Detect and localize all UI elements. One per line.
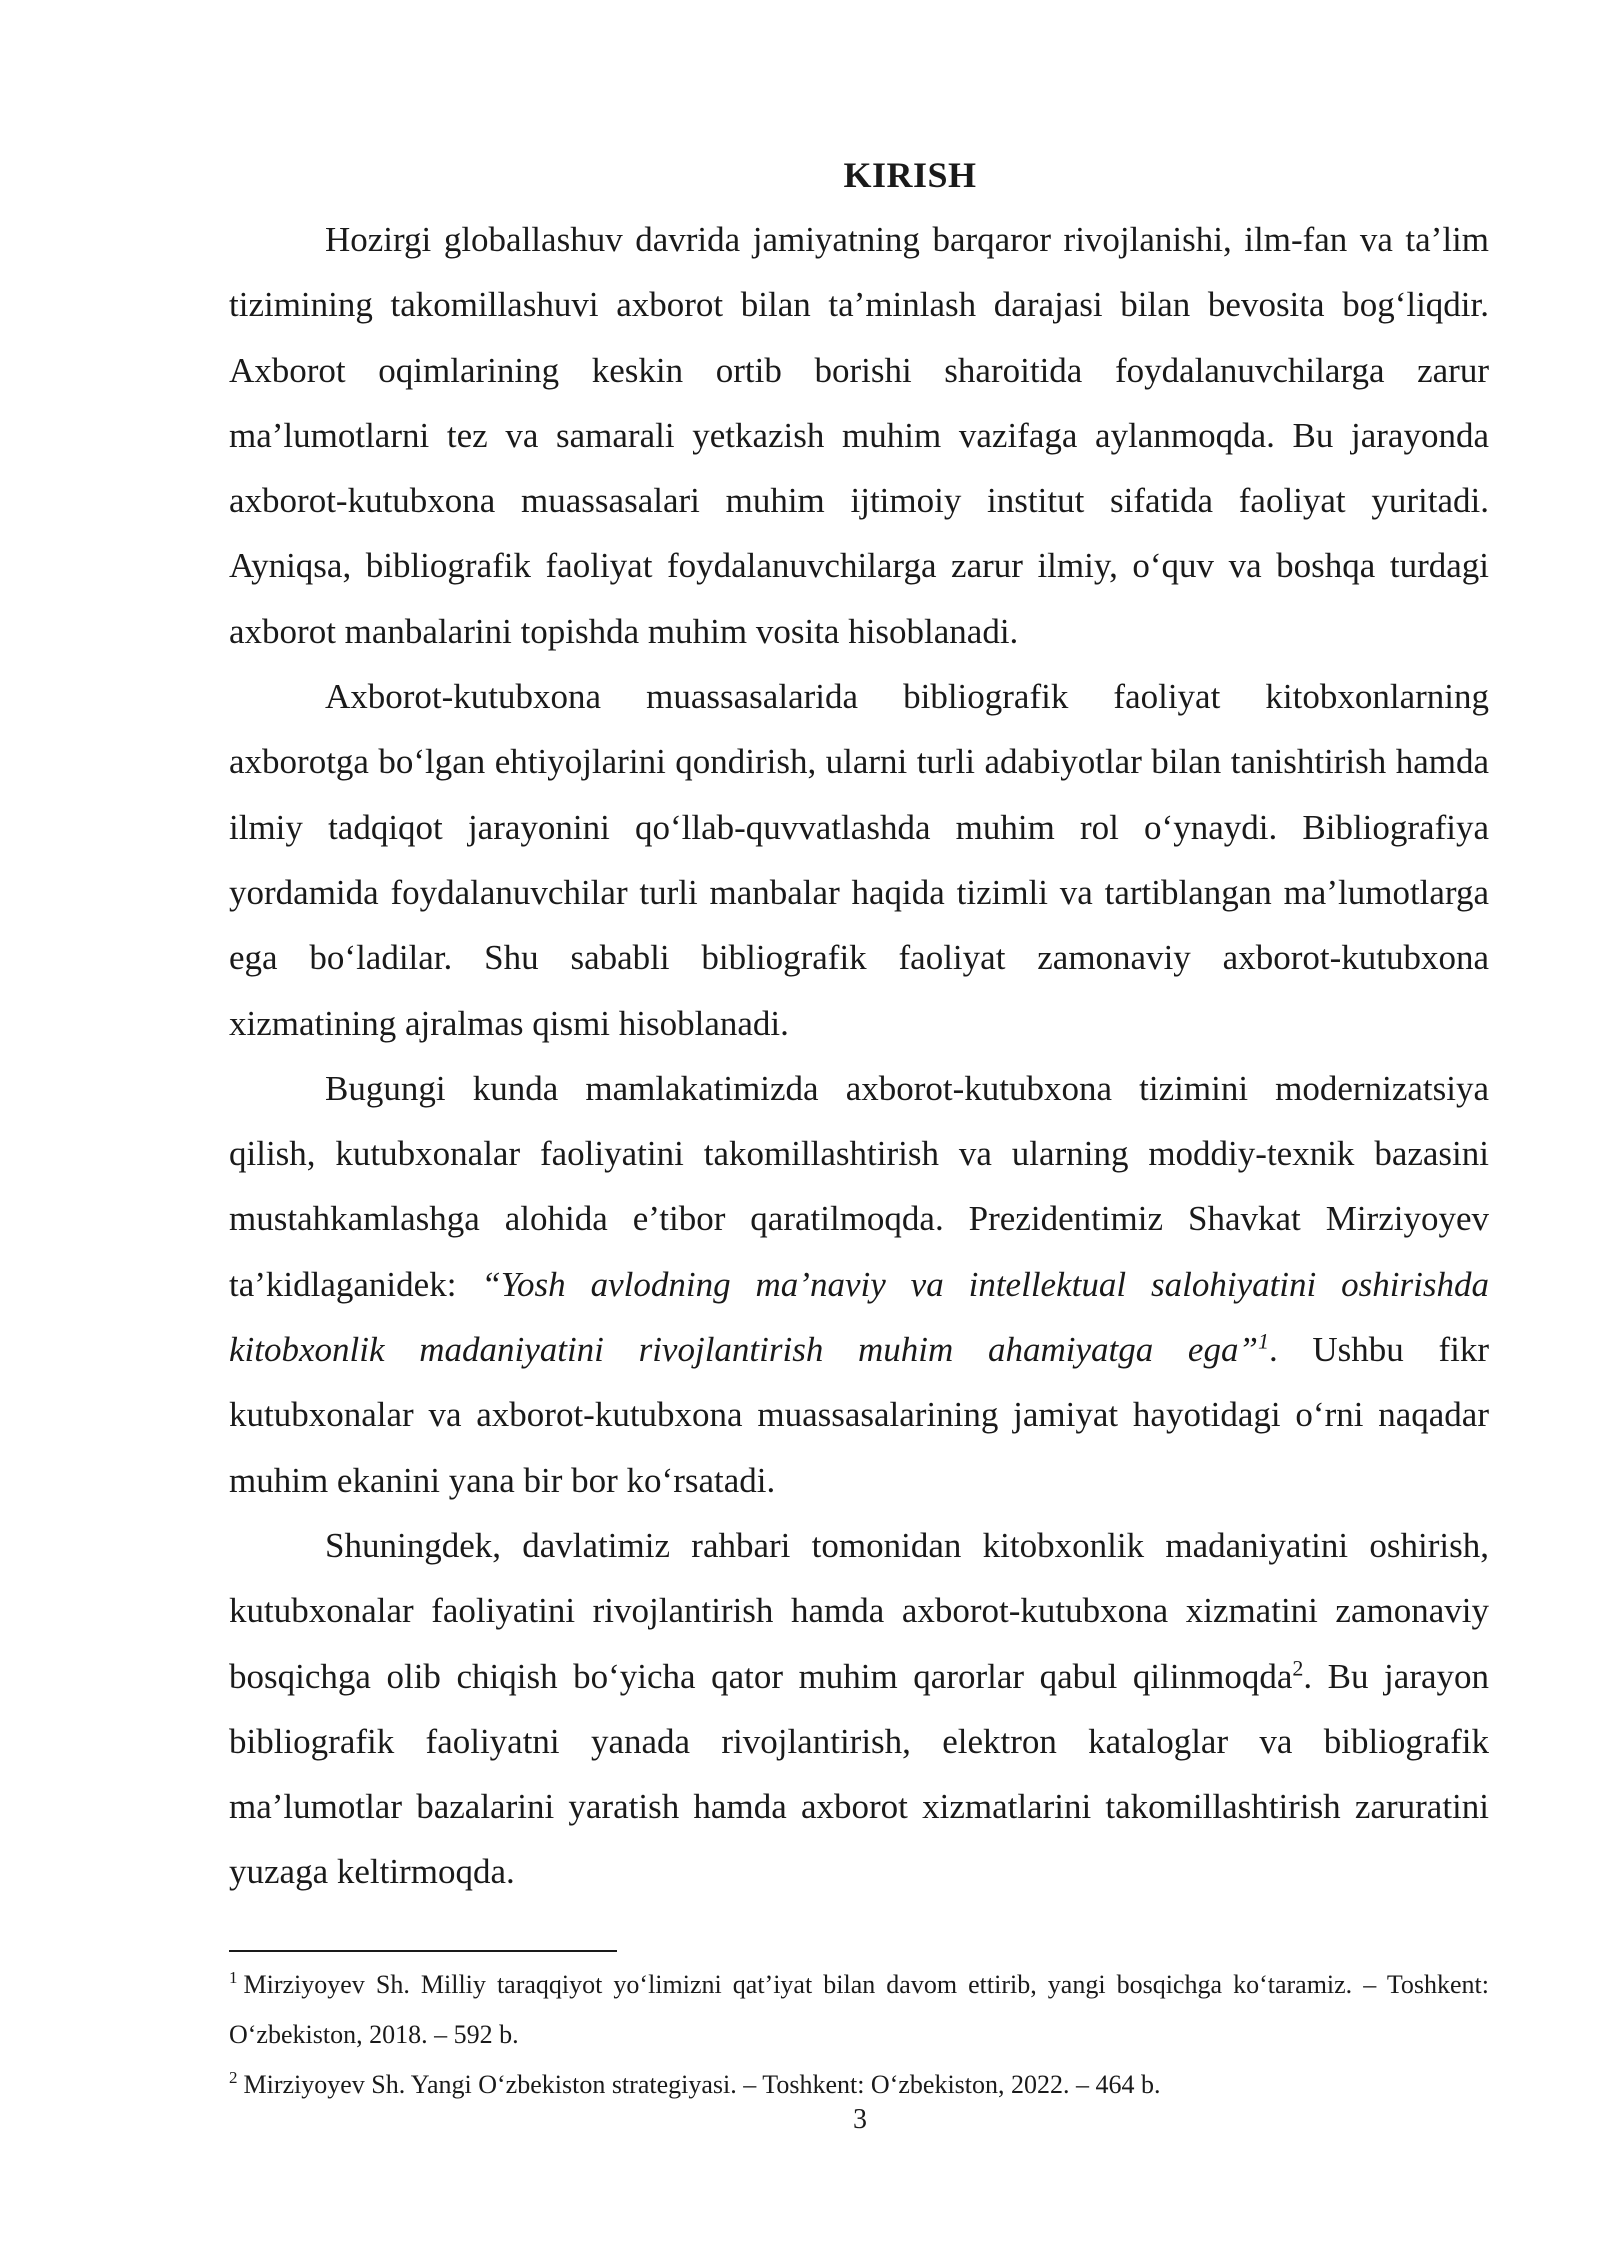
footnote-2-number: 2 [229,2068,238,2088]
paragraph-4-text-after: . Bu jarayon bibliografik faoliyatni yanada rivojlantirish, elektron kataloglar va bibliografik ma’lumotlar bazalarini yaratish hamda axborot xizmatlarini takomillashtirish zaruratini yuzaga keltirmoqda. [229,1656,1490,1892]
section-title: KIRISH [843,155,977,195]
footnote-1-number: 1 [229,1968,238,1988]
paragraph-3-text-before: Bugungi kunda mamlakatimizda axborot-kutubxona tizimini modernizatsiya qilish, kutubxonalar faoliyatini takomillashtirish va ularning moddiy-texnik bazasini mustahkamlashga alohida e’tibor qaratilmoqda. Prezidentimiz Shavkat Mirziyoyev ta’kidlaganidek: [229,1068,1489,1304]
footnote-ref-2[interactable]: 2 [1292,1654,1304,1680]
paragraph-4-text-before: Shuningdek, davlatimiz rahbari tomonidan kitobxonlik madaniyatini oshirish, kutubxonalar faoliyatini rivojlantirish hamda axborot-kutubxona xizmatini zamonaviy bosqichga olib chiqish bo‘yicha qator muhim qarorlar qabul qilinmoqda [229,1525,1489,1696]
footnote-1-text: Mirziyoyev Sh. Milliy taraqqiyot yo‘limizni qat’iyat bilan davom ettirib, yangi bosqichga ko‘taramiz. – Toshkent: O‘zbekiston, 2018. – 592 b. [229,1970,1489,2049]
footnote-2-text: Mirziyoyev Sh. Yangi O‘zbekiston strategiyasi. – Toshkent: O‘zbekiston, 2022. – 464 b. [243,2070,1161,2099]
paragraph-3-text-after: . Ushbu fikr kutubxonalar va axborot-kutubxona muassasalarining jamiyat hayotidagi o‘rni naqadar muhim ekanini yana bir bor ko‘rsatadi. [229,1330,1489,1500]
paragraph-3 [229,1056,1489,1513]
footnote-separator [229,1950,617,1952]
body-text [229,207,1489,1905]
footnote-ref-1[interactable]: 1 [1257,1328,1269,1354]
footnotes [229,1960,1489,2110]
paragraph-1: Hozirgi globallashuv davrida jamiyatning barqaror rivojlanishi, ilm-fan va ta’lim tizimining takomillashuvi axborot bilan ta’minlash darajasi bilan bevosita bog‘liqdir. Axborot oqimlarining keskin ortib borishi sharoitida foydalanuvchilarga zarur ma’lumotlarni tez va samarali yetkazish muhim vazifaga aylanmoqda. Bu jarayonda axborot-kutubxona muassasalari muhim ijtimoiy institut sifatida faoliyat yuritadi. Ayniqsa, bibliografik faoliyat foydalanuvchilarga zarur ilmiy, o‘quv va boshqa turdagi axborot manbalarini topishda muhim vosita hisoblanadi. [229,220,1489,651]
quote-text: “Yosh avlodning ma’naviy va intellektual salohiyatini oshirishda kitobxonlik madaniyatini rivojlantirish muhim ahamiyatga ega” [229,1264,1489,1370]
page-number: 3 [853,2104,867,2135]
paragraph-2: Axborot-kutubxona muassasalarida bibliografik faoliyat kitobxonlarning axborotga bo‘lgan ehtiyojlarini qondirish, ularni turli adabiyotlar bilan tanishtirish hamda ilmiy tadqiqot jarayonini qo‘llab-quvvatlashda muhim rol o‘ynaydi. Bibliografiya yordamida foydalanuvchilar turli manbalar haqida tizimli va tartiblangan ma’lumotlarga ega bo‘ladilar. Shu sababli bibliografik faoliyat zamonaviy axborot-kutubxona xizmatining ajralmas qismi hisoblanadi. [229,677,1489,1043]
paragraph-4 [229,1513,1489,1905]
footnote-1 [229,1960,1489,2060]
